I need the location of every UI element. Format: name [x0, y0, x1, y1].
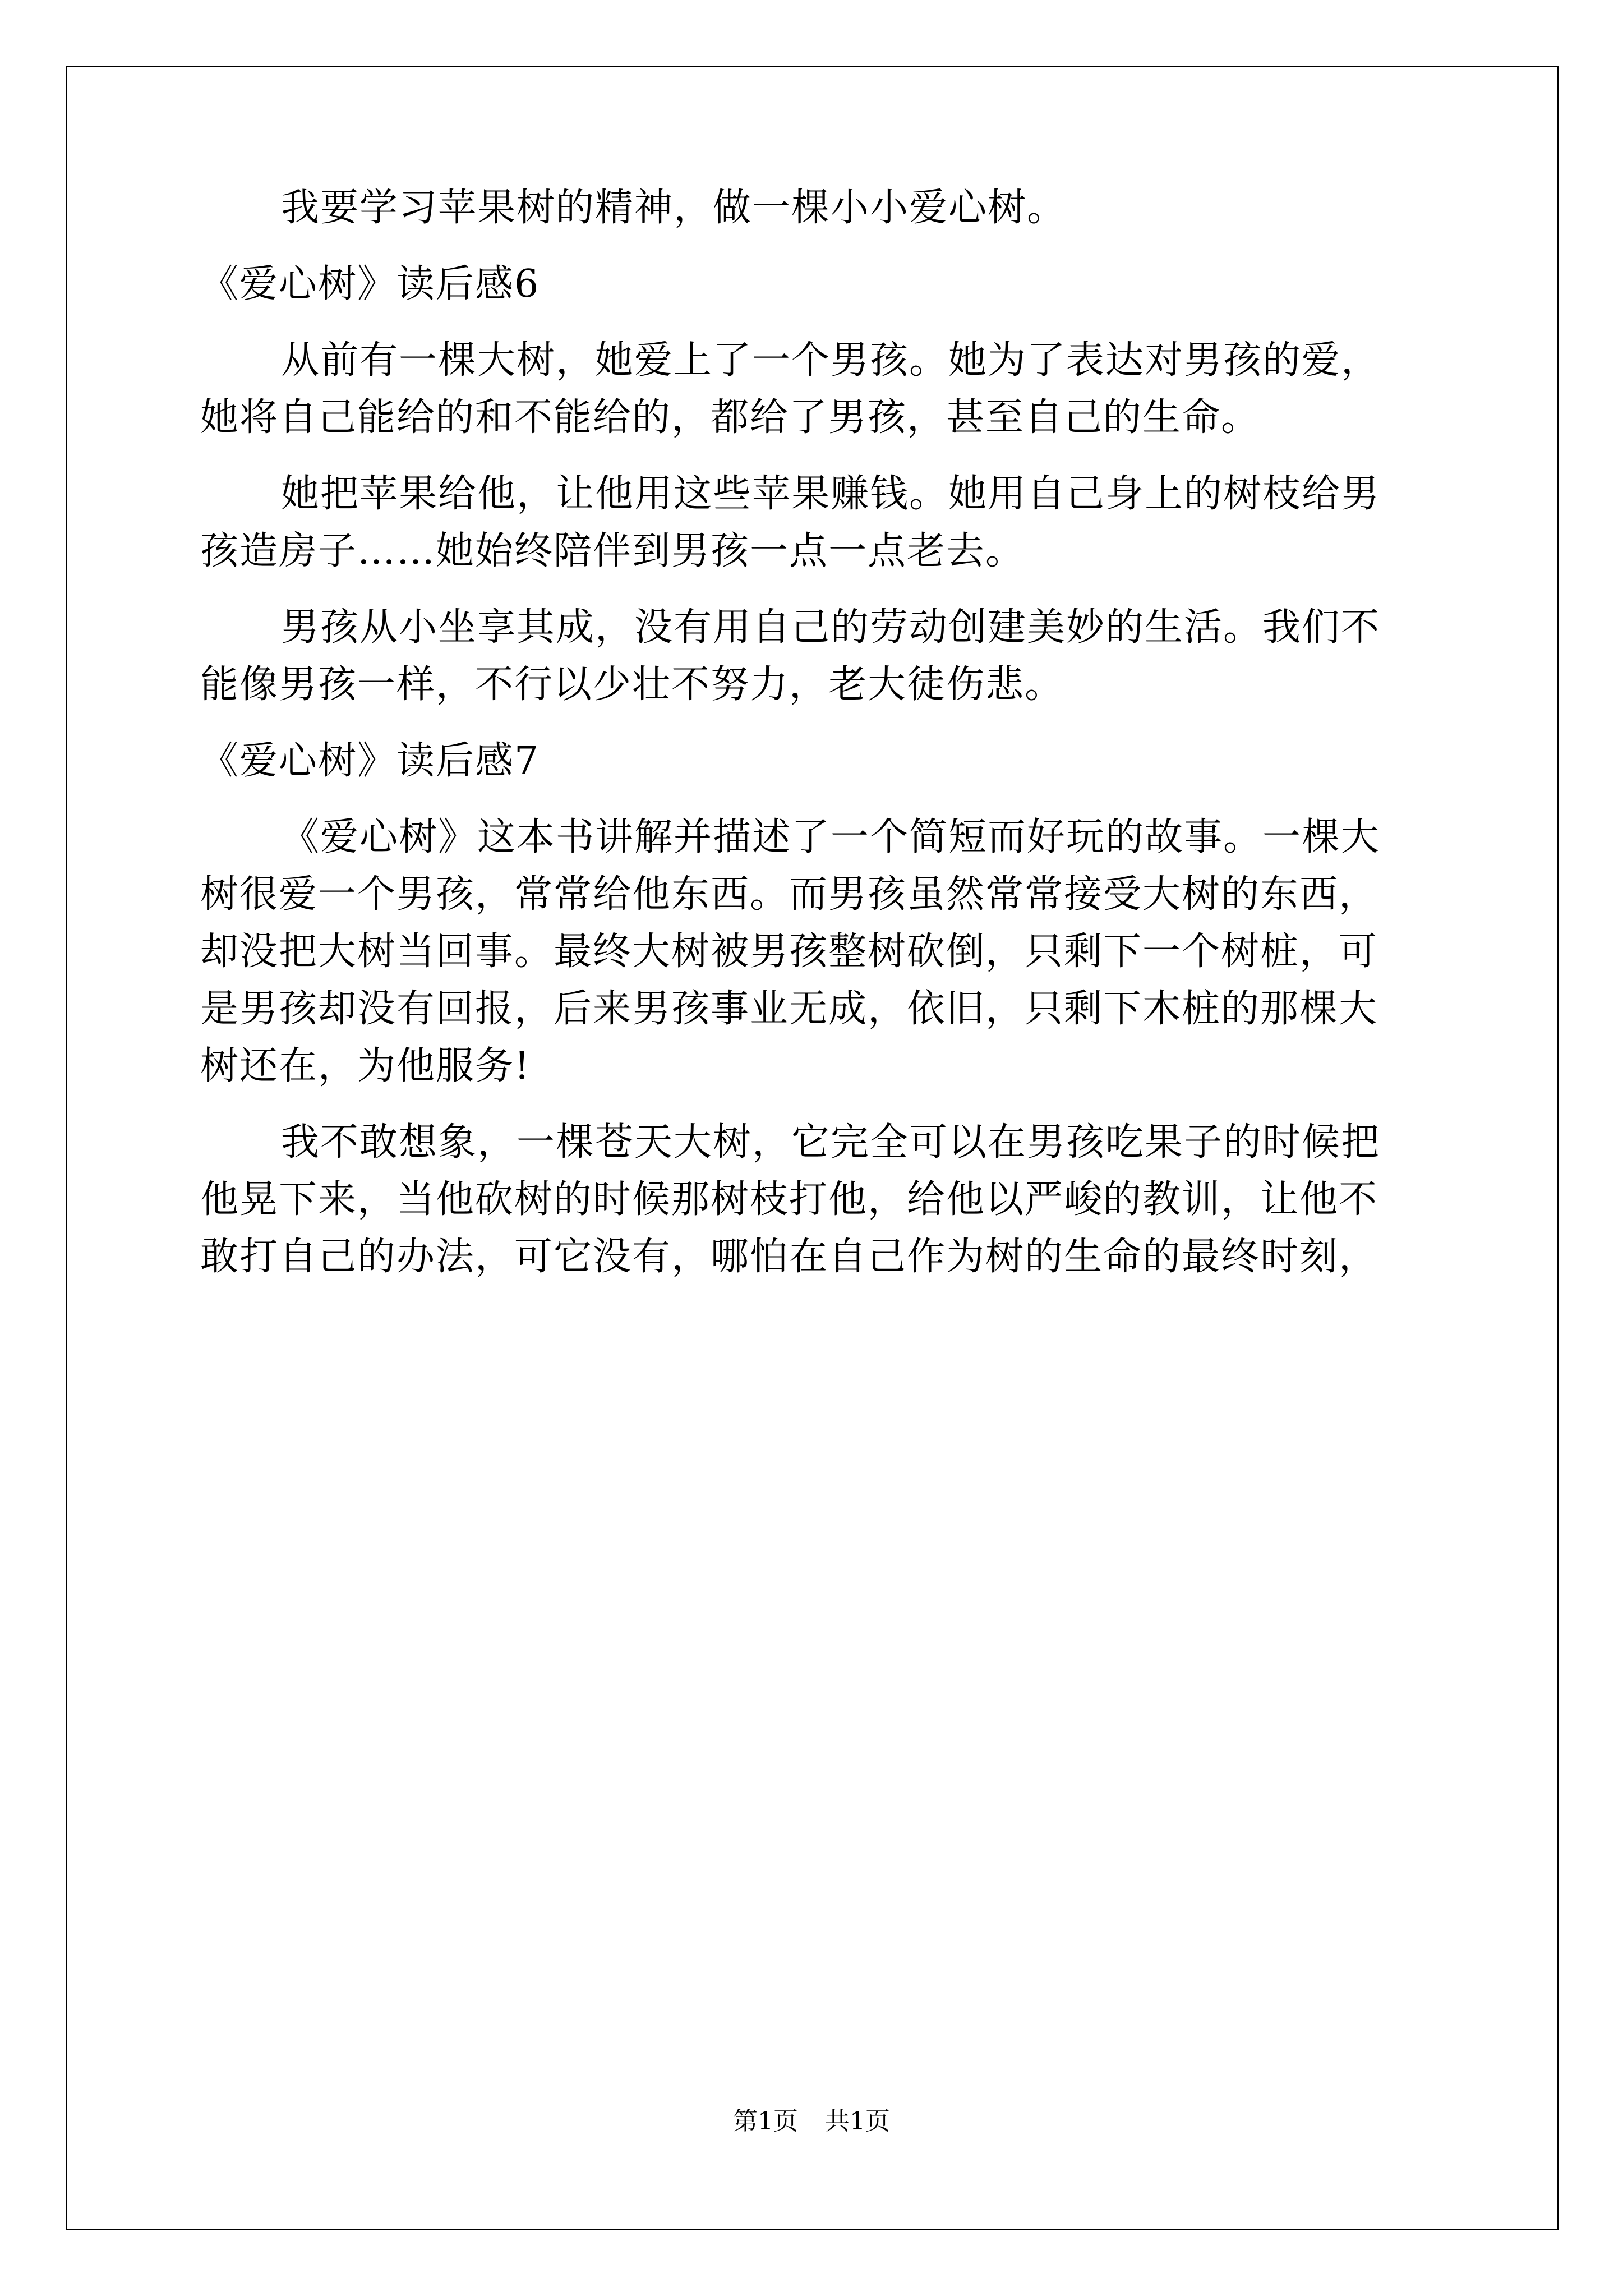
paragraph-line: 能像男孩一样，不行以少壮不努力，老大徒伤悲。 — [200, 662, 1064, 707]
page-total: 共1页 — [825, 2107, 890, 2136]
paragraph-line-indented: 《爱心树》这本书讲解并描述了一个简短而好玩的故事。一棵大 — [281, 815, 1381, 859]
paragraph-gap — [200, 447, 1427, 466]
paragraph-line: 《爱心树》读后感7 — [200, 739, 540, 783]
paragraph-gap — [200, 714, 1427, 733]
paragraph-line: 树还在，为他服务! — [200, 1044, 531, 1088]
paragraph-line: 敢打自己的办法，可它没有，哪怕在自己作为树的生命的最终时刻， — [200, 1235, 1378, 1279]
paragraph-line: 是男孩却没有回报，后来男孩事业无成，依旧，只剩下木桩的那棵大 — [200, 987, 1378, 1031]
paragraph-line: 孩造房子……她始终陪伴到男孩一点一点老去。 — [200, 529, 1025, 573]
paragraph-line: 他晃下来，当他砍树的时候那树枝打他，给他以严峻的教训，让他不 — [200, 1177, 1378, 1222]
paragraph-line: 却没把大树当回事。最终大树被男孩整树砍倒，只剩下一个树桩，可 — [200, 930, 1378, 974]
page-number: 第1页 — [733, 2107, 798, 2136]
paragraph-line: 《爱心树》读后感6 — [200, 262, 540, 306]
paragraph-line-indented: 从前有一棵大树，她爱上了一个男孩。她为了表达对男孩的爱， — [281, 338, 1381, 383]
paragraph-gap — [200, 1095, 1427, 1114]
paragraph-gap — [200, 580, 1427, 599]
page-footer — [0, 2101, 1623, 2137]
document-body — [200, 180, 1427, 1286]
paragraph-gap — [200, 313, 1427, 332]
paragraph-line: 她将自己能给的和不能给的，都给了男孩，甚至自己的生命。 — [200, 395, 1261, 440]
paragraph-line-indented: 她把苹果给他，让他用这些苹果赚钱。她用自己身上的树枝给男 — [281, 472, 1381, 516]
paragraph-line-indented: 我要学习苹果树的精神，做一棵小小爱心树。 — [281, 186, 1067, 230]
paragraph-gap — [200, 790, 1427, 809]
paragraph-line: 树很爱一个男孩，常常给他东西。而男孩虽然常常接受大树的东西， — [200, 872, 1378, 917]
paragraph-gap — [200, 237, 1427, 256]
paragraph-line-indented: 男孩从小坐享其成，没有用自己的劳动创建美妙的生活。我们不 — [281, 605, 1381, 650]
paragraph-line-indented: 我不敢想象，一棵苍天大树，它完全可以在男孩吃果子的时候把 — [281, 1120, 1381, 1165]
